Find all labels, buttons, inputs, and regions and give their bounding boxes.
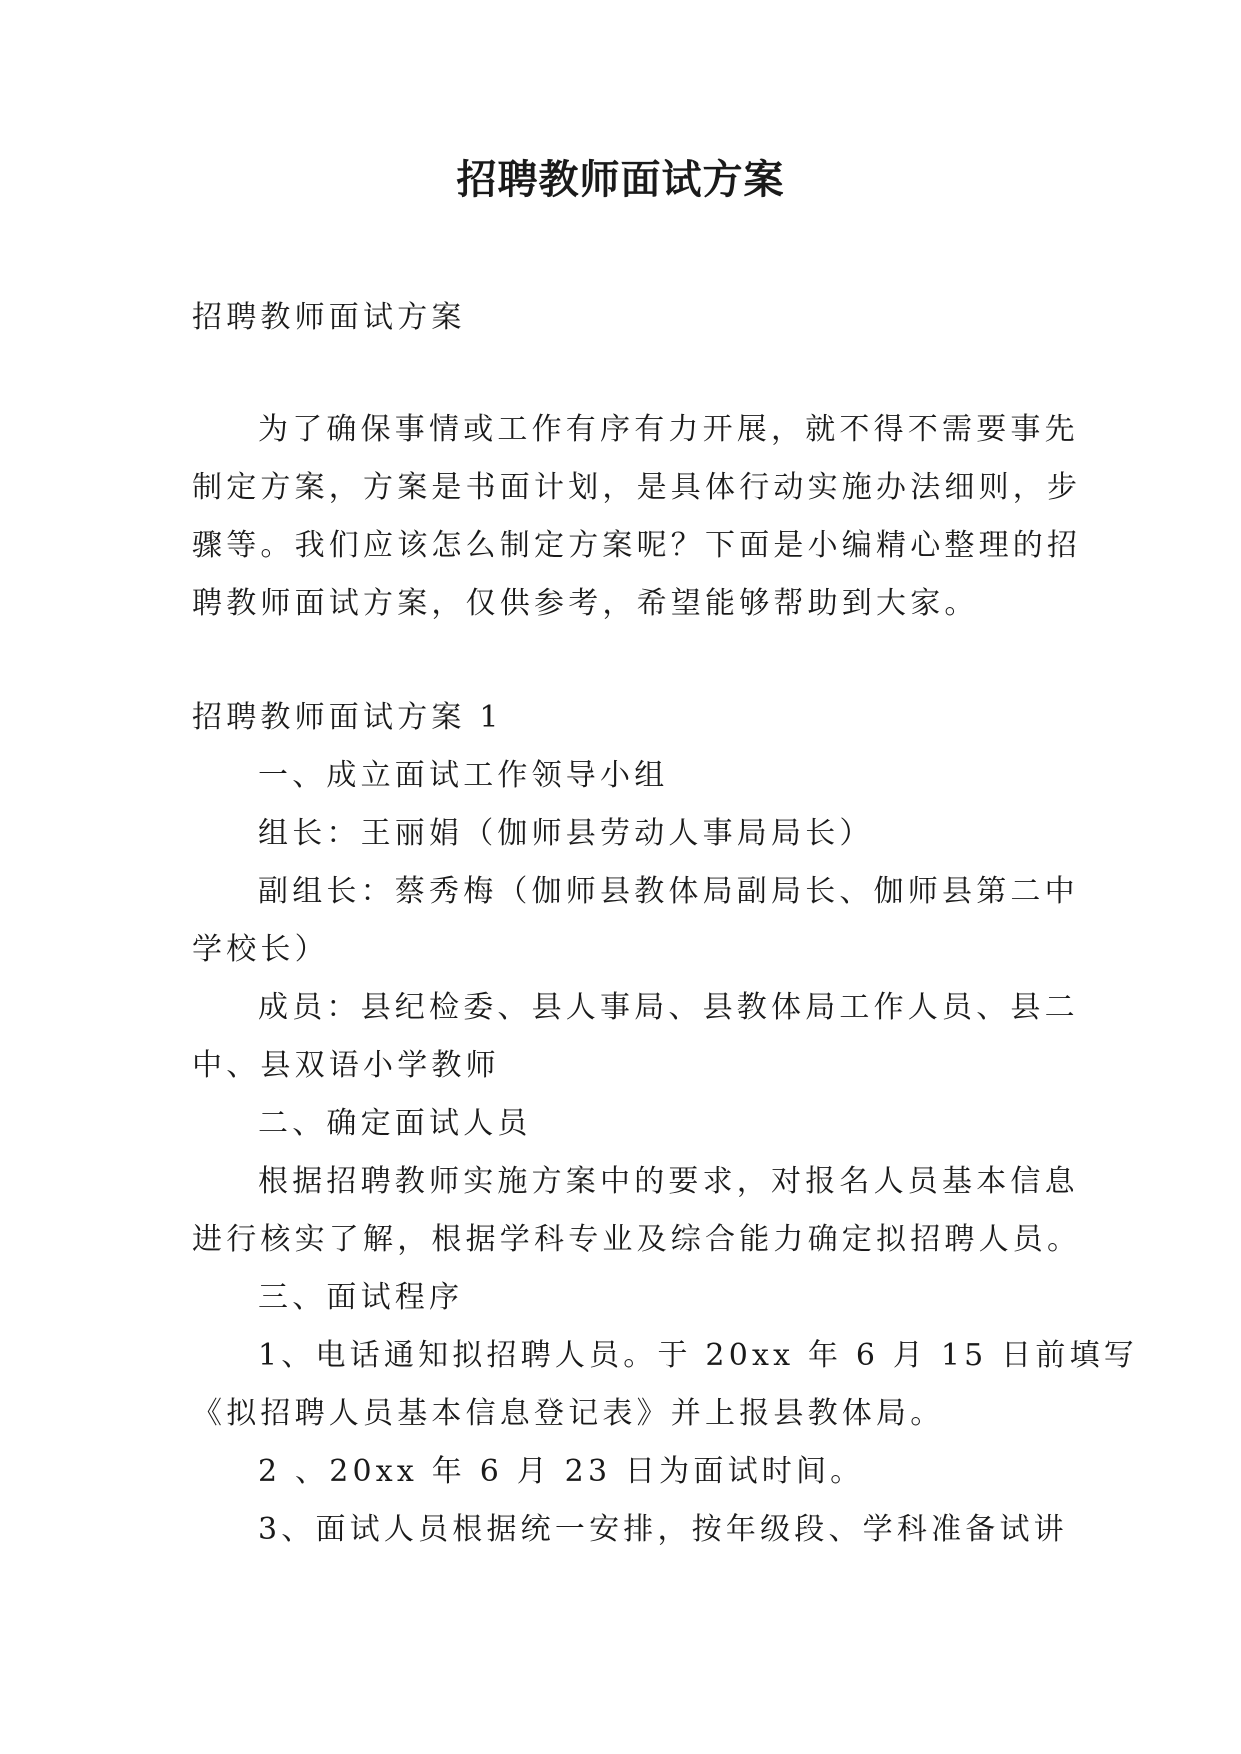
- document-title: 招聘教师面试方案: [456, 156, 785, 203]
- section-heading: 招聘教师面试方案 1: [192, 700, 503, 735]
- text-line: 副组长：蔡秀梅（伽师县教体局副局长、伽师县第二中: [258, 874, 1079, 909]
- text-line: 2 、20xx 年 6 月 23 日为面试时间。: [258, 1454, 865, 1489]
- text-line: 组长：王丽娟（伽师县劳动人事局局长）: [258, 816, 874, 851]
- text-line: 3、面试人员根据统一安排，按年级段、学科准备试讲: [258, 1512, 1068, 1547]
- text-line: 学校长）: [192, 932, 329, 967]
- text-line: 1、电话通知拟招聘人员。于 20xx 年 6 月 15 日前填写: [258, 1338, 1138, 1373]
- text-line: 为了确保事情或工作有序有力开展，就不得不需要事先: [258, 412, 1079, 447]
- text-line: 成员：县纪检委、县人事局、县教体局工作人员、县二: [258, 990, 1079, 1025]
- text-line: 三、面试程序: [258, 1280, 464, 1315]
- text-line: 《拟招聘人员基本信息登记表》并上报县教体局。: [192, 1396, 945, 1431]
- text-line: 制定方案，方案是书面计划，是具体行动实施办法细则，步: [192, 470, 1082, 505]
- text-line: 一、成立面试工作领导小组: [258, 758, 669, 793]
- text-line: 中、县双语小学教师: [192, 1048, 500, 1083]
- text-line: 骤等。我们应该怎么制定方案呢？下面是小编精心整理的招: [192, 528, 1082, 563]
- text-line: 进行核实了解，根据学科专业及综合能力确定拟招聘人员。: [192, 1222, 1082, 1257]
- text-line: 聘教师面试方案，仅供参考，希望能够帮助到大家。: [192, 586, 979, 621]
- text-line: 二、确定面试人员: [258, 1106, 532, 1141]
- subtitle-line: 招聘教师面试方案: [192, 300, 466, 335]
- text-line: 根据招聘教师实施方案中的要求，对报名人员基本信息: [258, 1164, 1079, 1199]
